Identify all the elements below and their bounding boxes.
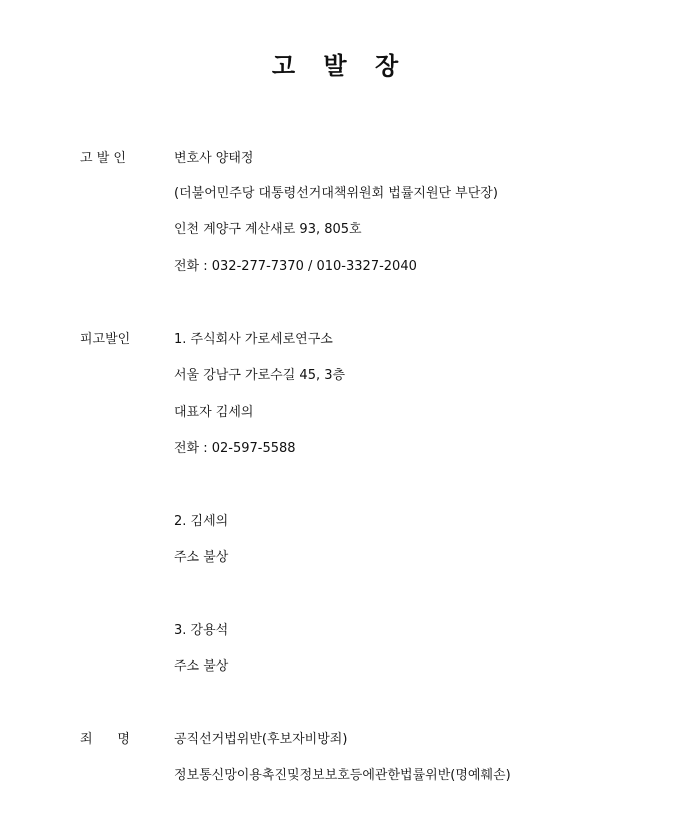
charge-item: 공직선거법위반(후보자비방죄)	[174, 732, 348, 747]
accused-3-name: 3. 강용석	[174, 623, 229, 638]
accused-1-name: 1. 주식회사 가로세로연구소	[174, 332, 333, 347]
charges-label: 죄 명	[80, 732, 130, 747]
accused-1-representative: 대표자 김세의	[174, 405, 254, 420]
accused-1-phone: 전화 : 02-597-5588	[174, 441, 296, 456]
complainant-name: 변호사 양태정	[174, 151, 254, 166]
accused-2-name: 2. 김세의	[174, 514, 229, 529]
complainant-phone: 전화 : 032-277-7370 / 010-3327-2040	[174, 259, 417, 274]
complainant-label: 고 발 인	[80, 151, 126, 166]
document-title: 고 발 장	[271, 52, 409, 80]
charge-item: 정보통신망이용촉진및정보보호등에관한법률위반(명예훼손)	[174, 768, 511, 783]
accused-label: 피고발인	[80, 332, 131, 347]
accused-2-address: 주소 불상	[174, 550, 229, 565]
complainant-address: 인천 계양구 계산새로 93, 805호	[174, 222, 362, 237]
complainant-affiliation: (더불어민주당 대통령선거대책위원회 법률지원단 부단장)	[174, 186, 498, 201]
accused-1-address: 서울 강남구 가로수길 45, 3층	[174, 368, 346, 383]
accused-3-address: 주소 불상	[174, 659, 229, 674]
